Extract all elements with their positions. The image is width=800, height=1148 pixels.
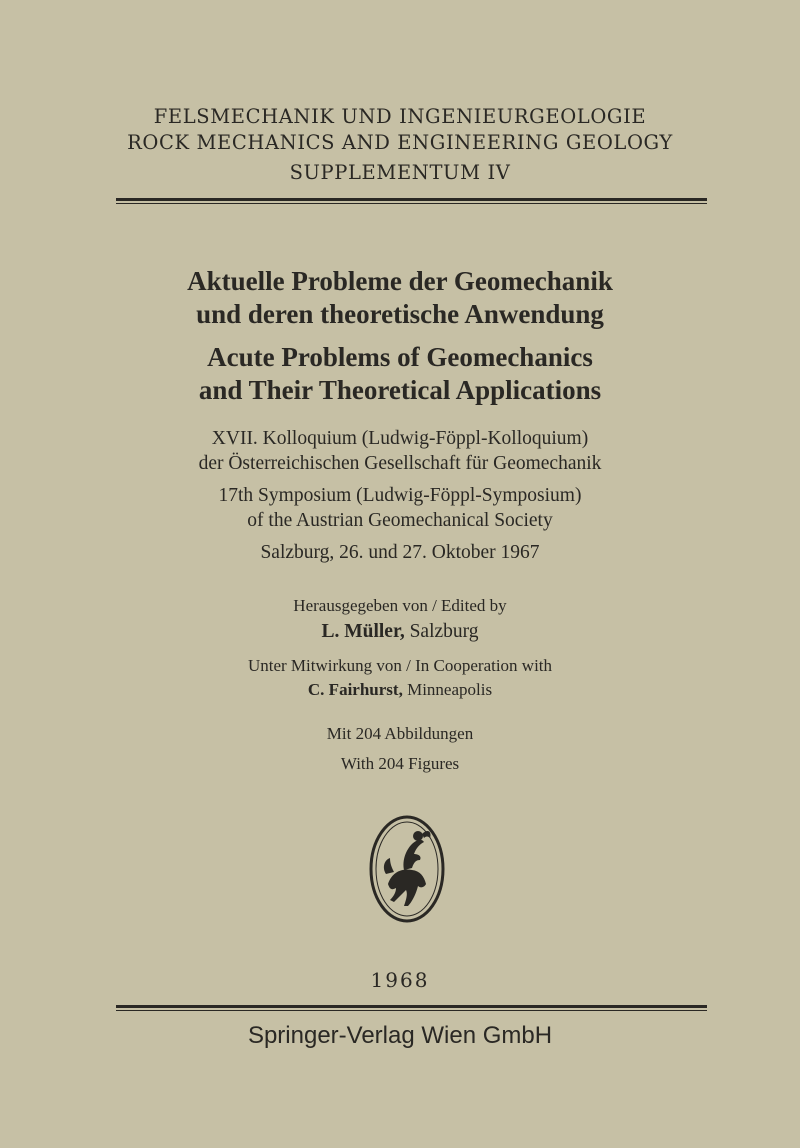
series-title-de: FELSMECHANIK UND INGENIEURGEOLOGIE [153,105,647,128]
series-title-en: ROCK MECHANICS AND ENGINEERING GEOLOGY [127,131,673,154]
cooperator [0,678,800,702]
colloquium-de-line2: der Österreichischen Gesellschaft für Geomechanik [198,453,602,474]
top-divider [116,198,707,204]
colloquium-place-date: Salzburg, 26. und 27. Oktober 1967 [260,542,540,563]
editor [0,620,800,645]
publication-year: 1968 [370,968,430,992]
title-en-line1: Acute Problems of Geomechanics [207,342,593,372]
series-supplement: SUPPLEMENTUM IV [289,161,511,184]
title-de-line1: Aktuelle Probleme der Geomechanik [187,266,613,296]
publisher-name: Springer-Verlag Wien GmbH [247,1022,553,1049]
figures-en: With 204 Figures [340,754,460,773]
editor-place: Salzburg [409,621,479,642]
title-en-line2: and Their Theoretical Applications [198,375,602,405]
colloquium-de-line1: XVII. Kolloquium (Ludwig-Föppl-Kolloquium) [211,428,589,449]
cooperator-place: Minneapolis [407,680,493,699]
publisher-emblem-icon [368,814,446,924]
cooperation-label: Unter Mitwirkung von / In Cooperation with [247,656,553,675]
editor-name: L. Müller, [321,621,405,642]
colloquium-en-line2: of the Austrian Geomechanical Society [247,510,553,531]
title-de-line2: und deren theoretische Anwendung [196,299,604,329]
edited-by-label: Herausgegeben von / Edited by [293,596,507,615]
bottom-divider [116,1005,707,1011]
cooperator-name: C. Fairhurst, [307,680,403,699]
colloquium-en-line1: 17th Symposium (Ludwig-Föppl-Symposium) [218,485,582,506]
figures-de: Mit 204 Abbildungen [326,724,474,743]
